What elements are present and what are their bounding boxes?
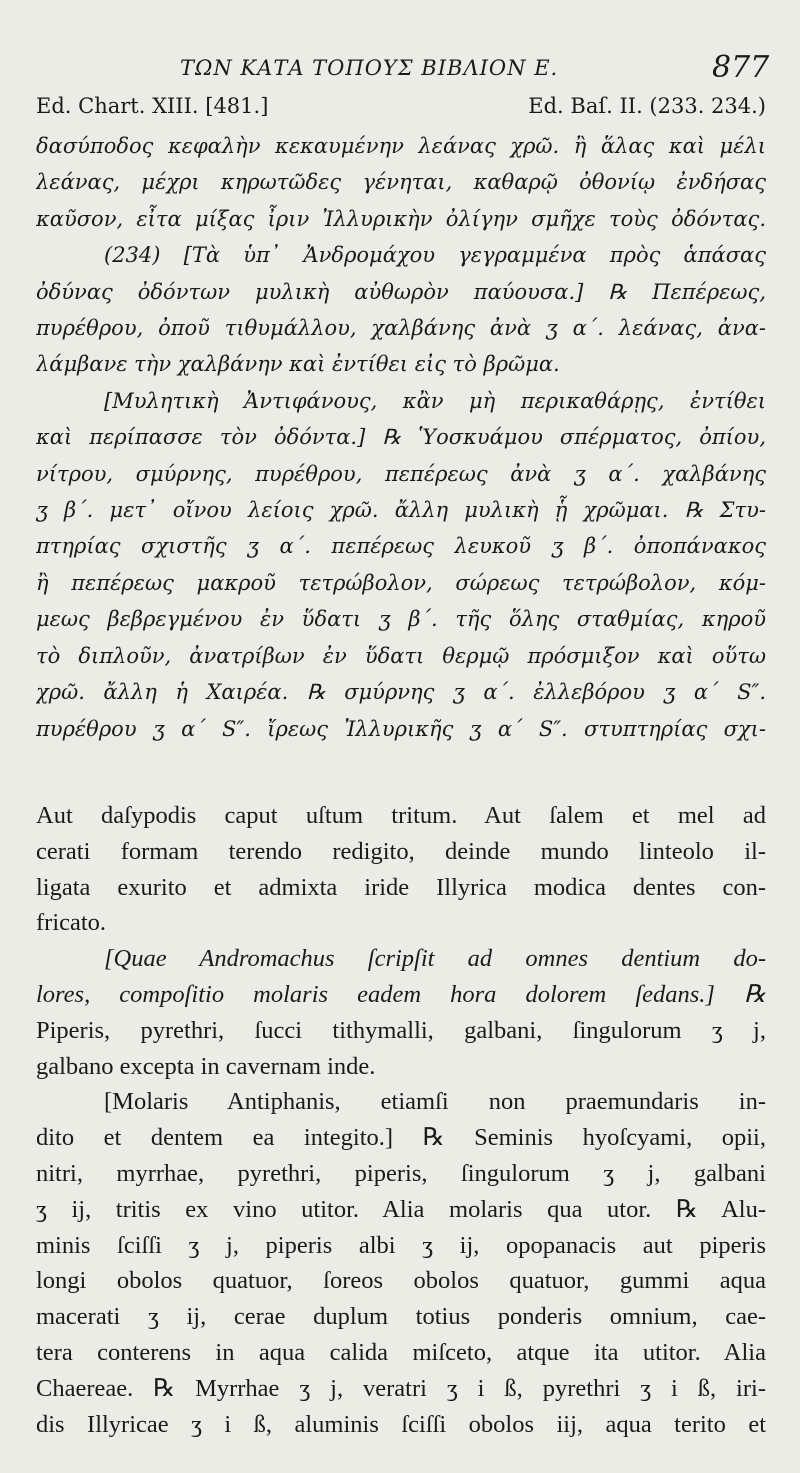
- greek-line: καῦσον, εἶτα μίξας ἶριν Ἰλλυρικὴν ὀλίγην σμῆχε τοὺς ὀδόντας.: [36, 206, 766, 231]
- latin-line: fricato.: [36, 909, 107, 937]
- edition-reference-line: [36, 94, 766, 124]
- greek-line: καὶ περίπασσε τὸν ὀδόντα.] ℞ Ὑοσκυάμου σπέρματος, ὀπίου,: [36, 425, 766, 450]
- greek-line: ἢ πεπέρεως μακροῦ τετρώβολον, σώρεως τετρώβολον, κόμ-: [36, 570, 766, 595]
- greek-line: ὀδύνας ὀδόντων μυλικὴ αὐθωρὸν παύουσα.] ℞ Πεπέρεως,: [36, 279, 766, 304]
- latin-line: longi obolos quatuor, ſoreos obolos quatuor, gummi aqua: [36, 1267, 766, 1295]
- greek-line: (234) [Τὰ ὑπ᾽ Ἀνδρομάχου γεγραμμένα πρὸς ἁπάσας: [104, 243, 766, 268]
- running-head: [0, 50, 800, 90]
- latin-line: galbano excepta in cavernam inde.: [36, 1052, 376, 1080]
- latin-line: cerati formam terendo redigito, deinde mundo linteolo il-: [36, 837, 766, 865]
- latin-line: dito et dentem ea integito.] ℞ Seminis hyoſcyami, opii,: [36, 1124, 766, 1152]
- greek-line: χρῶ. ἄλλη ἡ Χαιρέα. ℞ σμύρνης ʒ α΄. ἐλλεβόρου ʒ α΄ S″.: [36, 680, 766, 705]
- edition-chartier-ref: Ed. Chart. XIII. [481.]: [36, 94, 269, 118]
- running-title: ΤΩΝ ΚΑΤΑ ΤΟΠΟΥΣ ΒΙΒΛΙΟΝ Ε.: [180, 56, 559, 80]
- latin-line: Aut daſypodis caput uſtum tritum. Aut ſalem et mel ad: [36, 802, 766, 829]
- latin-line: [Quae Andromachus ſcripſit ad omnes dentium do-: [104, 945, 766, 973]
- greek-line: δασύποδος κεφαλὴν κεκαυμένην λεάνας χρῶ. ἢ ἅλας καὶ μέλι: [36, 134, 766, 158]
- greek-text-block: [36, 128, 766, 747]
- edition-basel-ref: Ed. Baſ. II. (233. 234.): [528, 94, 766, 118]
- greek-line: πυρέθρου, ὀποῦ τιθυμάλλου, χαλβάνης ἀνὰ ʒ α΄. λεάνας, ἀνα-: [36, 316, 766, 341]
- latin-line: ʒ ij, tritis ex vino utitor. Alia molaris qua utor. ℞ Alu-: [36, 1195, 766, 1223]
- latin-line: lores, compoſitio molaris eadem hora dolorem ſedans.] ℞: [36, 980, 766, 1008]
- greek-line: λεάνας, μέχρι κηρωτῶδες γένηται, καθαρῷ ὀθονίῳ ἐνδήσας: [36, 170, 766, 195]
- greek-line: τὸ διπλοῦν, ἀνατρίβων ἐν ὕδατι θερμῷ πρόσμιξον καὶ οὕτω: [36, 643, 766, 668]
- page-number: 877: [712, 50, 770, 85]
- latin-line: macerati ʒ ij, cerae duplum totius ponderis omnium, cae-: [36, 1303, 766, 1331]
- latin-line: minis ſciſſi ʒ j, piperis albi ʒ ij, opopanacis aut piperis: [36, 1231, 766, 1259]
- latin-line: ligata exurito et admixta iride Illyrica modica dentes con-: [36, 873, 766, 901]
- greek-line: πτηρίας σχιστῆς ʒ α΄. πεπέρεως λευκοῦ ʒ β΄. ὀποπάνακος: [36, 534, 766, 559]
- latin-line: tera conterens in aqua calida miſceto, atque ita utitor. Alia: [36, 1338, 766, 1366]
- latin-line: dis Illyricae ʒ i ß, aluminis ſciſſi obolos iij, aqua terito et: [36, 1410, 766, 1438]
- greek-line: νίτρου, σμύρνης, πυρέθρου, πεπέρεως ἀνὰ ʒ α΄. χαλβάνης: [36, 461, 766, 486]
- greek-line: πυρέθρου ʒ α΄ S″. ἴρεως Ἰλλυρικῆς ʒ α΄ S″. στυπτηρίας σχι-: [36, 716, 766, 741]
- greek-line: μεως βεβρεγμένου ἐν ὕδατι ʒ β΄. τῆς ὅλης σταθμίας, κηροῦ: [36, 607, 766, 632]
- latin-line: nitri, myrrhae, pyrethri, piperis, ſingulorum ʒ j, galbani: [36, 1159, 766, 1187]
- greek-line: [Μυλητικὴ Ἀντιφάνους, κἂν μὴ περικαθάρῃς, ἐντίθει: [104, 388, 766, 413]
- latin-line: Chaereae. ℞ Myrrhae ʒ j, veratri ʒ i ß, pyrethri ʒ i ß, iri-: [36, 1374, 766, 1402]
- greek-line: ʒ β΄. μετ᾽ οἴνου λείοις χρῶ. ἄλλη μυλικὴ ᾗ χρῶμαι. ℞ Στυ-: [36, 498, 766, 523]
- latin-line: Piperis, pyrethri, ſucci tithymalli, galbani, ſingulorum ʒ j,: [36, 1016, 766, 1044]
- latin-line: [Molaris Antiphanis, etiamſi non praemundaris in-: [104, 1088, 766, 1116]
- latin-text-block: [36, 798, 766, 1442]
- greek-line: λάμβανε τὴν χαλβάνην καὶ ἐντίθει εἰς τὸ βρῶμα.: [36, 352, 560, 377]
